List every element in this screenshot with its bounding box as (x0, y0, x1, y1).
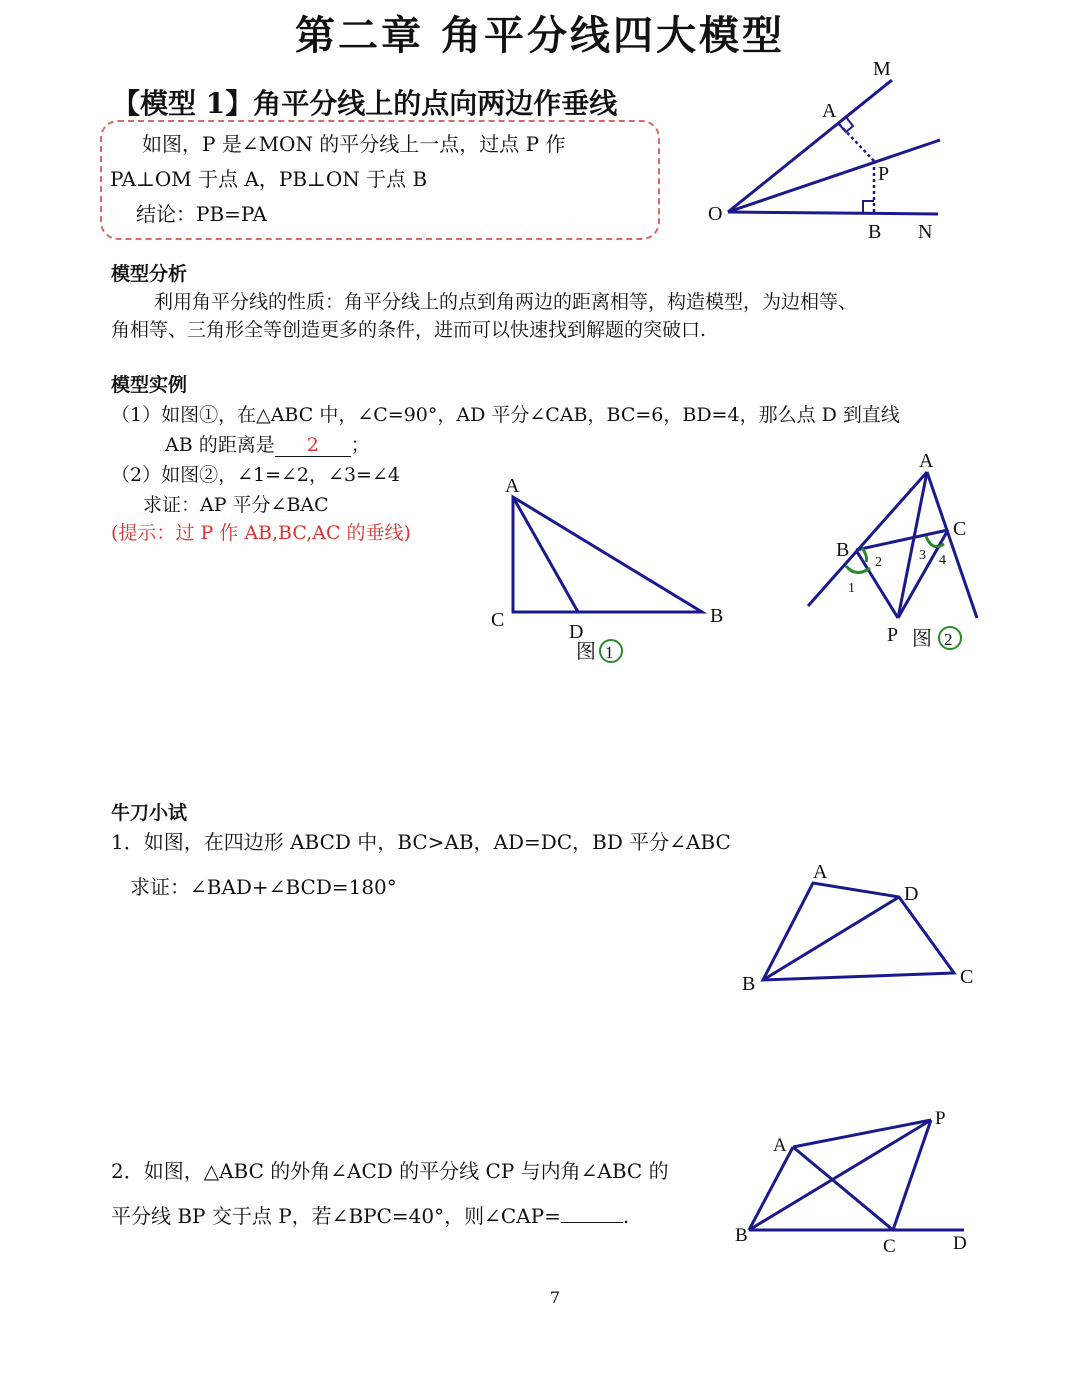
label-p: P (878, 163, 890, 185)
fig1-label-d: D (569, 621, 584, 643)
box-line-1: 如图，P 是∠MON 的平分线上一点，过点 P 作 (142, 132, 566, 156)
fig1-label-b: B (710, 605, 724, 627)
figure-1-triangle (513, 497, 702, 612)
segment-ap (898, 472, 927, 618)
example-2-line-1: （2）如图②，∠1=∠2，∠3=∠4 (111, 464, 400, 486)
fig2-angle-3: 3 (919, 548, 926, 563)
tri-label-a: A (773, 1135, 787, 1156)
examples-heading: 模型实例 (111, 374, 188, 396)
label-m: M (873, 58, 891, 80)
segment-ad (513, 497, 578, 612)
fig2-angle-1: 1 (848, 581, 855, 596)
example-1-prompt: AB 的距离是 (165, 434, 275, 456)
fig2-label-b: B (836, 539, 850, 561)
practice-1-line-2: 求证：∠BAD+∠BCD=180° (130, 875, 397, 899)
label-a: A (822, 100, 837, 122)
analysis-line-1: 利用角平分线的性质：角平分线上的点到角两边的距离相等，构造模型，为边相等、 (154, 291, 858, 313)
analysis-line-2: 角相等、三角形全等创造更多的条件，进而可以快速找到解题的突破口. (111, 319, 707, 341)
ray-on (728, 212, 938, 214)
ray-om (728, 80, 892, 212)
segment-cp (893, 1120, 931, 1230)
tri-label-d: D (953, 1233, 967, 1254)
fig2-label-a: A (919, 450, 934, 472)
fig1-label-a: A (505, 475, 520, 497)
fig2-label-c: C (953, 518, 967, 540)
quad-label-d: D (904, 883, 919, 905)
tri-label-p: P (935, 1108, 946, 1129)
practice-2-prompt: 平分线 BP 交于点 P，若∠BPC=40°，则∠CAP= (111, 1204, 561, 1228)
quad-label-c: C (960, 966, 974, 988)
label-n: N (918, 221, 933, 243)
label-b: B (868, 221, 882, 243)
fig2-caption: 图 (912, 628, 932, 650)
right-angle-b (863, 201, 874, 213)
tri-label-b: B (735, 1225, 748, 1246)
segment-ac (793, 1147, 893, 1230)
practice-1-line-1: 1．如图，在四边形 ABCD 中，BC>AB，AD=DC，BD 平分∠ABC (111, 830, 731, 854)
model1-heading: 【模型 1】角平分线上的点向两边作垂线 (112, 87, 618, 120)
label-o: O (708, 203, 723, 225)
practice-2-end: . (622, 1204, 630, 1228)
fig2-angle-2: 2 (875, 555, 882, 570)
fig1-label-c: C (491, 609, 505, 631)
fig2-number: 2 (944, 630, 953, 649)
page-title: 第二章 角平分线四大模型 (295, 12, 785, 59)
example-1-end: ； (350, 434, 370, 456)
quad-label-a: A (813, 861, 828, 883)
analysis-heading: 模型分析 (111, 263, 188, 285)
figure-2 (808, 472, 977, 618)
example-2-hint: (提示：过 P 作 AB,BC,AC 的垂线) (111, 522, 411, 544)
quad-label-b: B (742, 973, 756, 995)
quad-abcd (763, 883, 954, 980)
ray-bisector (728, 140, 940, 212)
page-number: 7 (549, 1288, 561, 1307)
fig2-angle-4: 4 (939, 553, 946, 568)
practice-2-line-1: 2．如图，△ABC 的外角∠ACD 的平分线 CP 与内角∠ABC 的 (111, 1159, 669, 1183)
example-1-line-1: （1）如图①，在△ABC 中，∠C=90°，AD 平分∠CAB，BC=6，BD=4，那么点 D 到直线 (111, 404, 900, 426)
fig1-caption: 图 (576, 641, 596, 663)
box-line-2: PA⊥OM 于点 A，PB⊥ON 于点 B (110, 167, 428, 191)
fig2-label-p: P (887, 624, 899, 646)
tri-label-c: C (883, 1236, 896, 1257)
triangle-abc (513, 497, 702, 612)
practice-heading: 牛刀小试 (111, 802, 188, 824)
quadrilateral-figure (763, 883, 954, 980)
example-2-line-2: 求证：AP 平分∠BAC (143, 494, 329, 516)
fig1-number: 1 (605, 643, 614, 662)
box-line-3: 结论：PB=PA (136, 202, 267, 226)
example-1-answer: 2 (275, 434, 351, 457)
